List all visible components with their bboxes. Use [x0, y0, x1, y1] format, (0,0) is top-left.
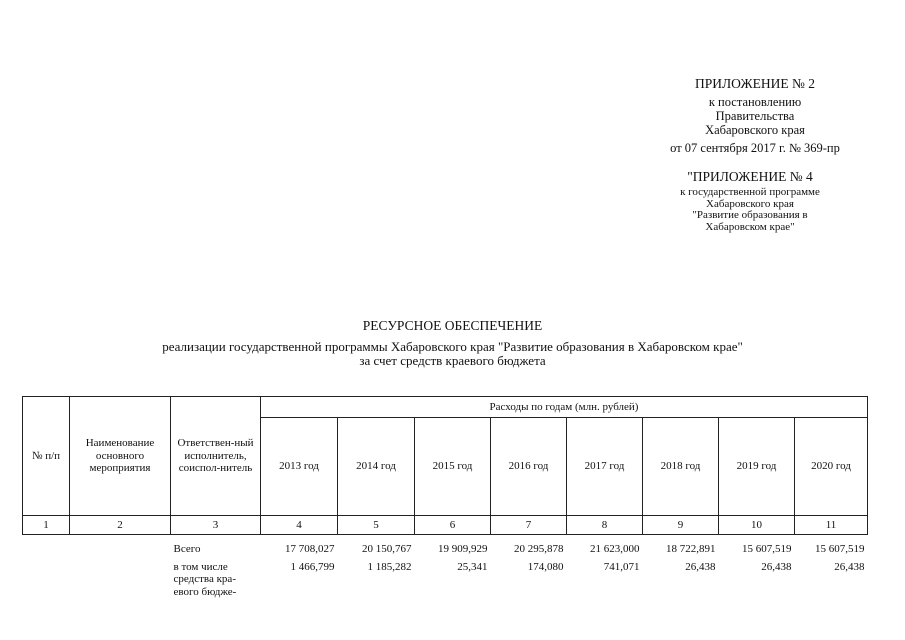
column-number: 11 — [795, 516, 868, 535]
appendix-4-line: Хабаровского края — [706, 197, 794, 210]
appendix-4-line: "Развитие образования в — [692, 209, 808, 222]
header-year: 2015 год — [415, 418, 491, 516]
header-expenses-group: Расходы по годам (млн. рублей) — [261, 397, 868, 418]
appendix-4-title: "ПРИЛОЖЕНИЕ № 4 — [687, 169, 813, 184]
column-number: 1 — [23, 516, 70, 535]
header-year: 2014 год — [338, 418, 415, 516]
appendix-4-line: к государственной программе — [680, 186, 820, 199]
resource-table — [22, 396, 868, 598]
column-number: 6 — [415, 516, 491, 535]
value-cell: 18 722,891 — [666, 543, 716, 555]
column-number: 7 — [491, 516, 567, 535]
value-cell: 26,438 — [761, 560, 792, 573]
header-year: 2019 год — [719, 418, 795, 516]
column-number: 2 — [70, 516, 171, 535]
column-number: 4 — [261, 516, 338, 535]
header-year: 2013 год — [261, 418, 338, 516]
appendix-2-date: от 07 сентября 2017 г. № 369-пр — [670, 141, 840, 156]
value-cell: 741,071 — [603, 560, 640, 573]
column-number: 3 — [171, 516, 261, 535]
value-cell: 25,341 — [457, 560, 488, 573]
value-cell: 17 708,027 — [285, 543, 335, 555]
column-number: 8 — [567, 516, 643, 535]
appendix-4-block — [650, 169, 850, 233]
document-title: РЕСУРСНОЕ ОБЕСПЕЧЕНИЕ — [362, 318, 543, 333]
appendix-2-line: Правительства — [715, 109, 795, 124]
appendix-2-title: ПРИЛОЖЕНИЕ № 2 — [694, 76, 816, 91]
document-subtitle-line: за счет средств краевого бюджета — [359, 353, 546, 369]
value-cell: 1 466,799 — [290, 560, 335, 573]
column-number: 5 — [338, 516, 415, 535]
header-year: 2016 год — [491, 418, 567, 516]
row-label: Всего — [173, 543, 201, 555]
table-row-including — [23, 559, 868, 599]
header-name: Наименование основного мероприятия — [70, 397, 171, 516]
appendix-4-line: Хабаровском крае" — [705, 220, 795, 233]
value-cell: 15 607,519 — [742, 543, 792, 555]
value-cell: 21 623,000 — [590, 543, 640, 555]
column-number-row — [23, 516, 868, 535]
value-cell: 15 607,519 — [815, 543, 865, 555]
table-header-row — [23, 397, 868, 418]
value-cell: 1 185,282 — [367, 560, 412, 573]
header-num: № п/п — [23, 397, 70, 516]
header-year: 2020 год — [795, 418, 868, 516]
value-cell: 26,438 — [834, 560, 865, 573]
value-cell: 20 150,767 — [362, 543, 412, 555]
table-row-total — [23, 535, 868, 559]
document-subtitle-line: реализации государственной программы Хабаровского края "Развитие образования в Хабаровском крае" — [162, 339, 743, 354]
value-cell: 26,438 — [685, 560, 716, 573]
appendix-2-block — [640, 76, 870, 155]
value-cell: 19 909,929 — [438, 543, 488, 555]
header-year: 2018 год — [643, 418, 719, 516]
document-subtitle — [0, 340, 905, 369]
value-cell: 20 295,878 — [514, 543, 564, 555]
row-label: в том числе средства кра-евого бюдже- — [173, 560, 237, 598]
column-number: 10 — [719, 516, 795, 535]
value-cell: 174,080 — [527, 560, 564, 573]
header-year: 2017 год — [567, 418, 643, 516]
appendix-2-line: Хабаровского края — [705, 123, 805, 138]
column-number: 9 — [643, 516, 719, 535]
header-responsible: Ответствен-ный исполнитель, соиспол-нитель — [171, 397, 261, 516]
appendix-2-line: к постановлению — [708, 95, 802, 110]
